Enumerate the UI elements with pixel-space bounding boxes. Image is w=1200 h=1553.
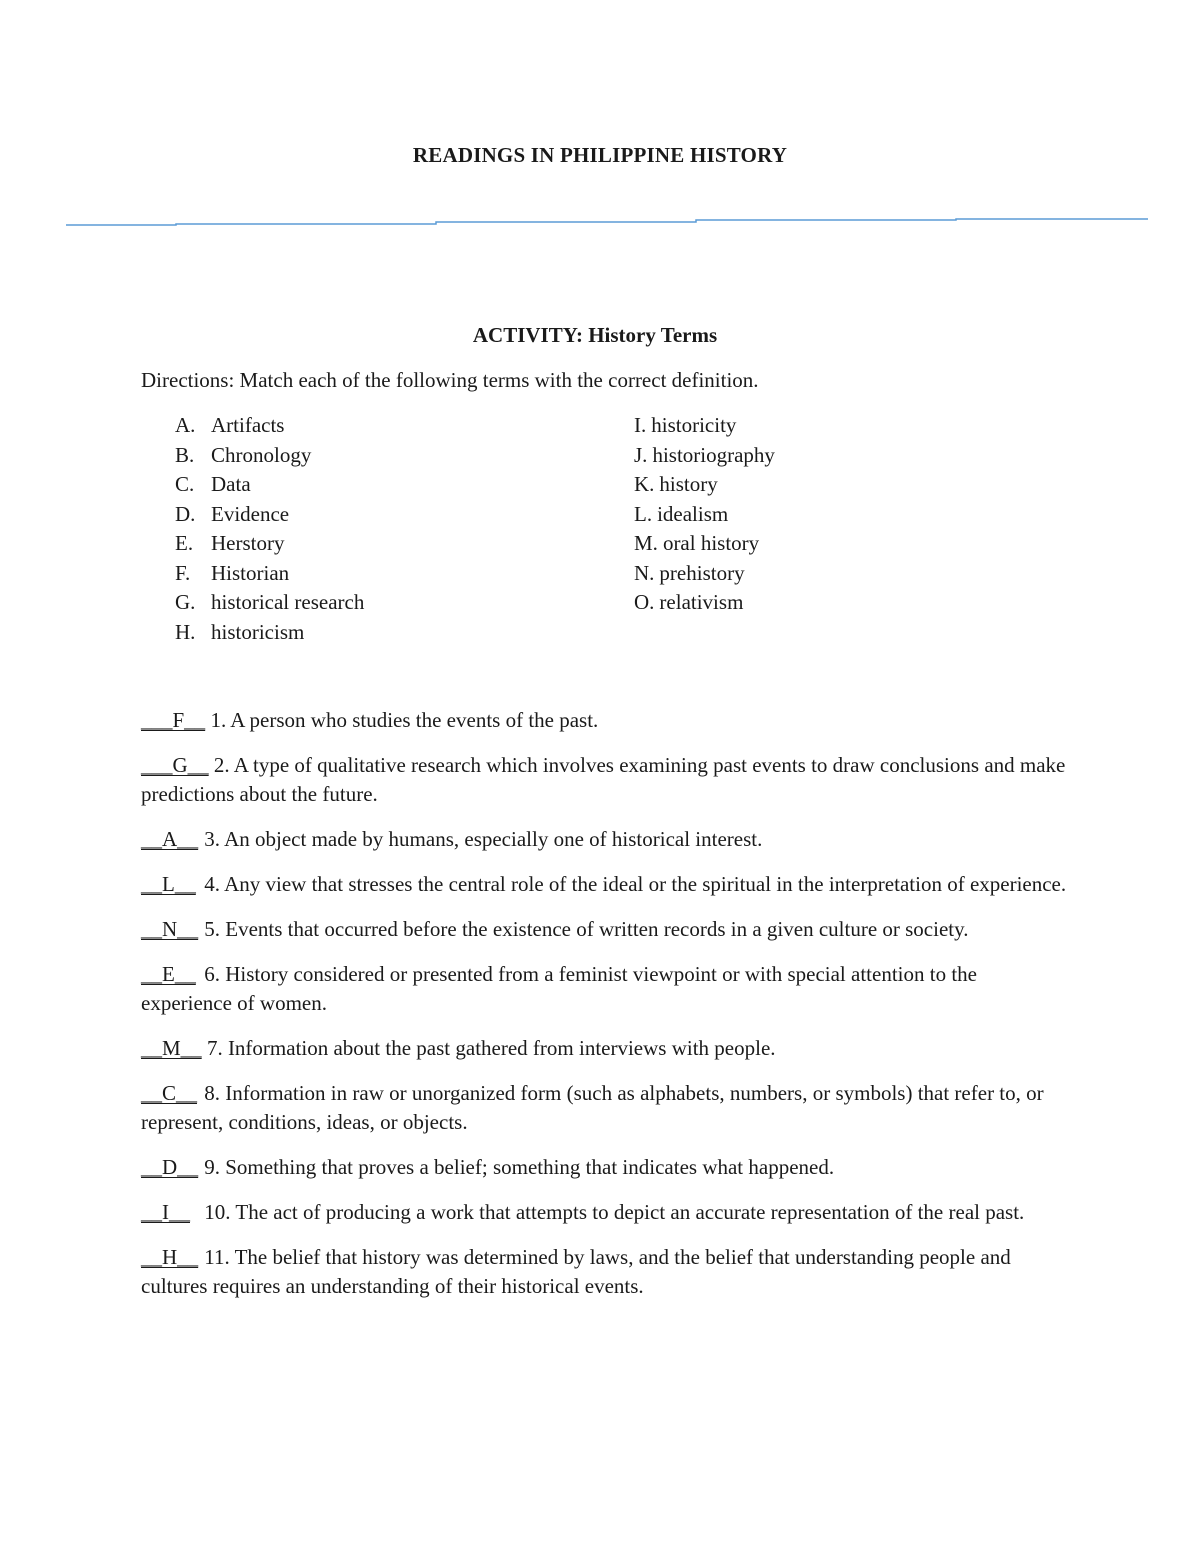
term-item [175, 559, 364, 589]
question-item [141, 1034, 1071, 1063]
directions-text: Directions: Match each of the following terms with the correct definition. [141, 368, 759, 392]
term-letter: H. [175, 619, 196, 644]
term-item [634, 529, 775, 559]
answer-blank: __M__ [141, 1036, 202, 1060]
answer-blank: __L__ [141, 872, 196, 896]
term-label: Chronology [211, 442, 312, 467]
question-item [141, 706, 1071, 735]
activity-title: ACTIVITY: History Terms [472, 323, 718, 347]
answer-blank: __I__ [141, 1200, 190, 1224]
question-item [141, 825, 1071, 854]
term-item [175, 500, 364, 530]
term-letter: A. [175, 413, 196, 437]
answer-blank: __N__ [141, 917, 199, 941]
question-text: 8. Information in raw or unorganized form (such as alphabets, numbers, or symbols) that refer to, or represent, conditions, ideas, or objects. [141, 1081, 1044, 1134]
answer-blank: __C__ [141, 1081, 198, 1105]
term-item [634, 588, 775, 618]
term-label: oral history [662, 531, 760, 555]
term-label: historicity [651, 413, 737, 437]
question-item [141, 751, 1071, 809]
term-letter: K. [634, 472, 655, 496]
term-label: relativism [659, 590, 744, 614]
term-label: historiography [652, 442, 775, 467]
question-text: 11. The belief that history was determined by laws, and the belief that understanding people and cultures requires an understanding of their historical events. [141, 1245, 1011, 1298]
term-label: Historian [211, 560, 290, 585]
term-letter: M. [634, 531, 658, 555]
term-letter: I. [634, 413, 647, 437]
question-text: 9. Something that proves a belief; something that indicates what happened. [199, 1155, 835, 1179]
term-item [175, 411, 364, 441]
terms-list-right [634, 411, 775, 618]
question-item [141, 1153, 1071, 1182]
terms-list-left [175, 411, 364, 647]
term-letter: N. [634, 560, 655, 585]
term-label: Herstory [211, 531, 285, 555]
question-item [141, 1079, 1071, 1137]
question-text: 1. A person who studies the events of the past. [205, 708, 599, 732]
term-item [175, 470, 364, 500]
term-item [634, 500, 775, 530]
question-text: 7. Information about the past gathered from interviews with people. [201, 1036, 776, 1060]
term-item [634, 441, 775, 471]
question-item [141, 1243, 1071, 1301]
term-item [175, 441, 364, 471]
term-letter: J. [634, 442, 648, 467]
question-text: 4. Any view that stresses the central role of the ideal or the spiritual in the interpretation of experience. [199, 872, 1067, 896]
term-label: idealism [657, 501, 729, 526]
question-item [141, 915, 1071, 944]
term-item [634, 470, 775, 500]
term-letter: B. [175, 442, 195, 467]
question-item [141, 1198, 1071, 1227]
term-label: prehistory [659, 560, 745, 585]
question-item [141, 870, 1071, 899]
answer-blank: ___F__ [141, 708, 206, 732]
term-letter: D. [175, 501, 196, 526]
term-item [175, 618, 364, 648]
term-label: historical research [211, 590, 365, 614]
question-item [141, 960, 1071, 1018]
answer-blank: ___G__ [141, 753, 209, 777]
term-letter: F. [175, 560, 191, 585]
term-item [634, 559, 775, 589]
question-text: 5. Events that occurred before the existence of written records in a given culture or society. [199, 917, 969, 941]
header-divider-line [66, 208, 1148, 232]
term-label: history [659, 472, 718, 496]
answer-blank: __H__ [141, 1245, 199, 1269]
answer-blank: __E__ [141, 962, 196, 986]
term-label: Artifacts [211, 413, 285, 437]
term-letter: G. [175, 590, 196, 614]
term-letter: L. [634, 501, 653, 526]
term-item [634, 411, 775, 441]
answer-blank: __A__ [141, 827, 199, 851]
term-label: Data [211, 472, 251, 496]
term-label: Evidence [211, 501, 290, 526]
term-item [175, 529, 364, 559]
question-text: 6. History considered or presented from a feminist viewpoint or with special attention to the experience of women. [141, 962, 977, 1015]
question-text: 10. The act of producing a work that attempts to depict an accurate representation of the real past. [199, 1200, 1025, 1224]
question-text: 3. An object made by humans, especially one of historical interest. [199, 827, 763, 851]
term-item [175, 588, 364, 618]
term-letter: O. [634, 590, 655, 614]
questions-list [141, 706, 1071, 1317]
term-label: historicism [211, 619, 305, 644]
answer-blank: __D__ [141, 1155, 199, 1179]
question-text: 2. A type of qualitative research which involves examining past events to draw conclusions and make predictions about the future. [141, 753, 1066, 806]
term-letter: C. [175, 472, 195, 496]
term-letter: E. [175, 531, 194, 555]
page-header-title: READINGS IN PHILIPPINE HISTORY [412, 143, 788, 167]
